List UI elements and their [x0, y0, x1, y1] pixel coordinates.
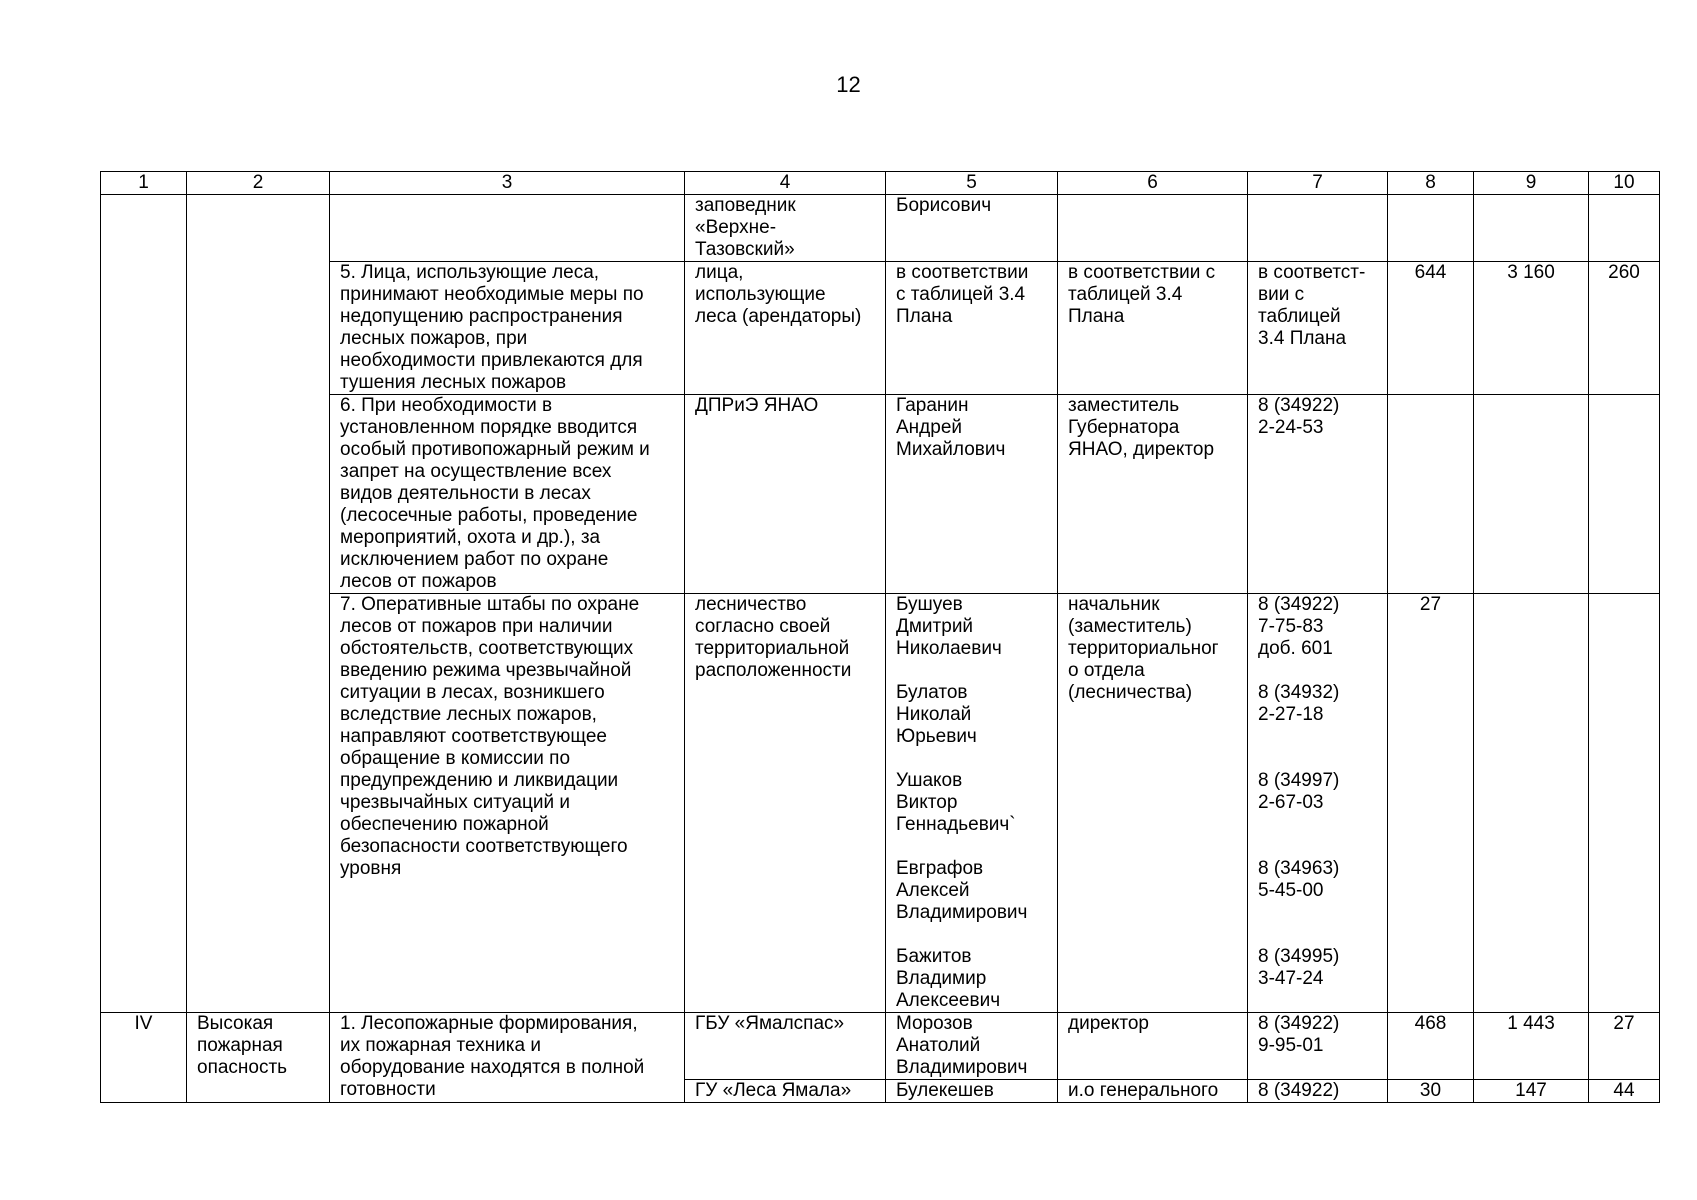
- page-number: 12: [836, 72, 861, 97]
- table-row: [101, 594, 1660, 1013]
- danger-class-cell-empty: [187, 195, 330, 1013]
- table-row: [101, 1013, 1660, 1080]
- responsible-cell: Морозов Анатолий Владимирович: [886, 1013, 1058, 1080]
- position-cell: директор: [1058, 1013, 1248, 1080]
- count-cell: 44: [1589, 1080, 1660, 1103]
- responsible-cell: Борисович: [886, 195, 1058, 262]
- count-cell: 27: [1388, 594, 1474, 1013]
- phone-cell: [1248, 195, 1388, 262]
- header-row: [101, 172, 1660, 195]
- position-cell: заместитель Губернатора ЯНАО, директор: [1058, 395, 1248, 594]
- count-cell: 260: [1589, 262, 1660, 395]
- count-cell: 1 443: [1474, 1013, 1589, 1080]
- header-cell-9: 9: [1474, 172, 1589, 195]
- measure-cell: 6. При необходимости в установленном порядке вводится особый противопожарный режим и запрет на осуществление всех видов деятельности в лесах (лесосечные работы, проведение мероприятий, охота и др.), за исключением работ по охране лесов от пожаров: [330, 395, 685, 594]
- measure-cell-empty: [330, 195, 685, 262]
- count-cell: 27: [1589, 1013, 1660, 1080]
- danger-class-cell: Высокая пожарная опасность: [187, 1013, 330, 1103]
- count-cell: [1388, 395, 1474, 594]
- responsible-cell: в соответствии с таблицей 3.4 Плана: [886, 262, 1058, 395]
- executor-cell: лесничество согласно своей территориальной расположенности: [685, 594, 886, 1013]
- responsible-cell: Гаранин Андрей Михайлович: [886, 395, 1058, 594]
- count-cell: [1388, 195, 1474, 262]
- header-cell-6: 6: [1058, 172, 1248, 195]
- header-cell-1: 1: [101, 172, 187, 195]
- header-cell-8: 8: [1388, 172, 1474, 195]
- count-cell: 3 160: [1474, 262, 1589, 395]
- header-cell-5: 5: [886, 172, 1058, 195]
- level-cell: IV: [101, 1013, 187, 1103]
- phone-cell: 8 (34922) 9-95-01: [1248, 1013, 1388, 1080]
- phone-cell: в соответст- вии с таблицей 3.4 Плана: [1248, 262, 1388, 395]
- position-cell: и.о генерального: [1058, 1080, 1248, 1103]
- table-row: [101, 262, 1660, 395]
- header-cell-7: 7: [1248, 172, 1388, 195]
- executor-cell: ГУ «Леса Ямала»: [685, 1080, 886, 1103]
- responsible-cell: Бушуев Дмитрий Николаевич Булатов Николай Юрьевич Ушаков Виктор Геннадьевич` Евграфов Алексей Владимирович Бажитов Владимир Алексеевич: [886, 594, 1058, 1013]
- measure-cell: 1. Лесопожарные формирования, их пожарная техника и оборудование находятся в полной готовности: [330, 1013, 685, 1103]
- count-cell: 30: [1388, 1080, 1474, 1103]
- executor-cell: ДПРиЭ ЯНАО: [685, 395, 886, 594]
- position-cell: [1058, 195, 1248, 262]
- count-cell: 468: [1388, 1013, 1474, 1080]
- executor-cell: ГБУ «Ямалспас»: [685, 1013, 886, 1080]
- phone-cell: 8 (34922) 2-24-53: [1248, 395, 1388, 594]
- phone-cell: 8 (34922) 7-75-83 доб. 601 8 (34932) 2-27-18 8 (34997) 2-67-03 8 (34963) 5-45-00 8 (34995) 3-47-24: [1248, 594, 1388, 1013]
- forest-fire-plan-table: [100, 171, 1660, 1103]
- phone-cell: 8 (34922): [1248, 1080, 1388, 1103]
- level-cell-empty: [101, 195, 187, 1013]
- header-cell-4: 4: [685, 172, 886, 195]
- count-cell: 147: [1474, 1080, 1589, 1103]
- executor-cell: заповедник «Верхне- Тазовский»: [685, 195, 886, 262]
- count-cell: [1474, 594, 1589, 1013]
- count-cell: [1589, 195, 1660, 262]
- table-row: [101, 195, 1660, 262]
- count-cell: [1589, 395, 1660, 594]
- header-cell-10: 10: [1589, 172, 1660, 195]
- header-cell-2: 2: [187, 172, 330, 195]
- measure-cell: 7. Оперативные штабы по охране лесов от пожаров при наличии обстоятельств, соответствующих введению режима чрезвычайной ситуации в лесах, возникшего вследствие лесных пожаров, направляют соответствующее обращение в комиссии по предупреждению и ликвидации чрезвычайных ситуаций и обеспечению пожарной безопасности соответствующего уровня: [330, 594, 685, 1013]
- count-cell: [1474, 195, 1589, 262]
- count-cell: [1589, 594, 1660, 1013]
- position-cell: начальник (заместитель) территориальног о отдела (лесничества): [1058, 594, 1248, 1013]
- executor-cell: лица, использующие леса (арендаторы): [685, 262, 886, 395]
- table-row: [101, 395, 1660, 594]
- count-cell: [1474, 395, 1589, 594]
- header-cell-3: 3: [330, 172, 685, 195]
- measure-cell: 5. Лица, использующие леса, принимают необходимые меры по недопущению распространения лесных пожаров, при необходимости привлекаются для тушения лесных пожаров: [330, 262, 685, 395]
- responsible-cell: Булекешев: [886, 1080, 1058, 1103]
- position-cell: в соответствии с таблицей 3.4 Плана: [1058, 262, 1248, 395]
- count-cell: 644: [1388, 262, 1474, 395]
